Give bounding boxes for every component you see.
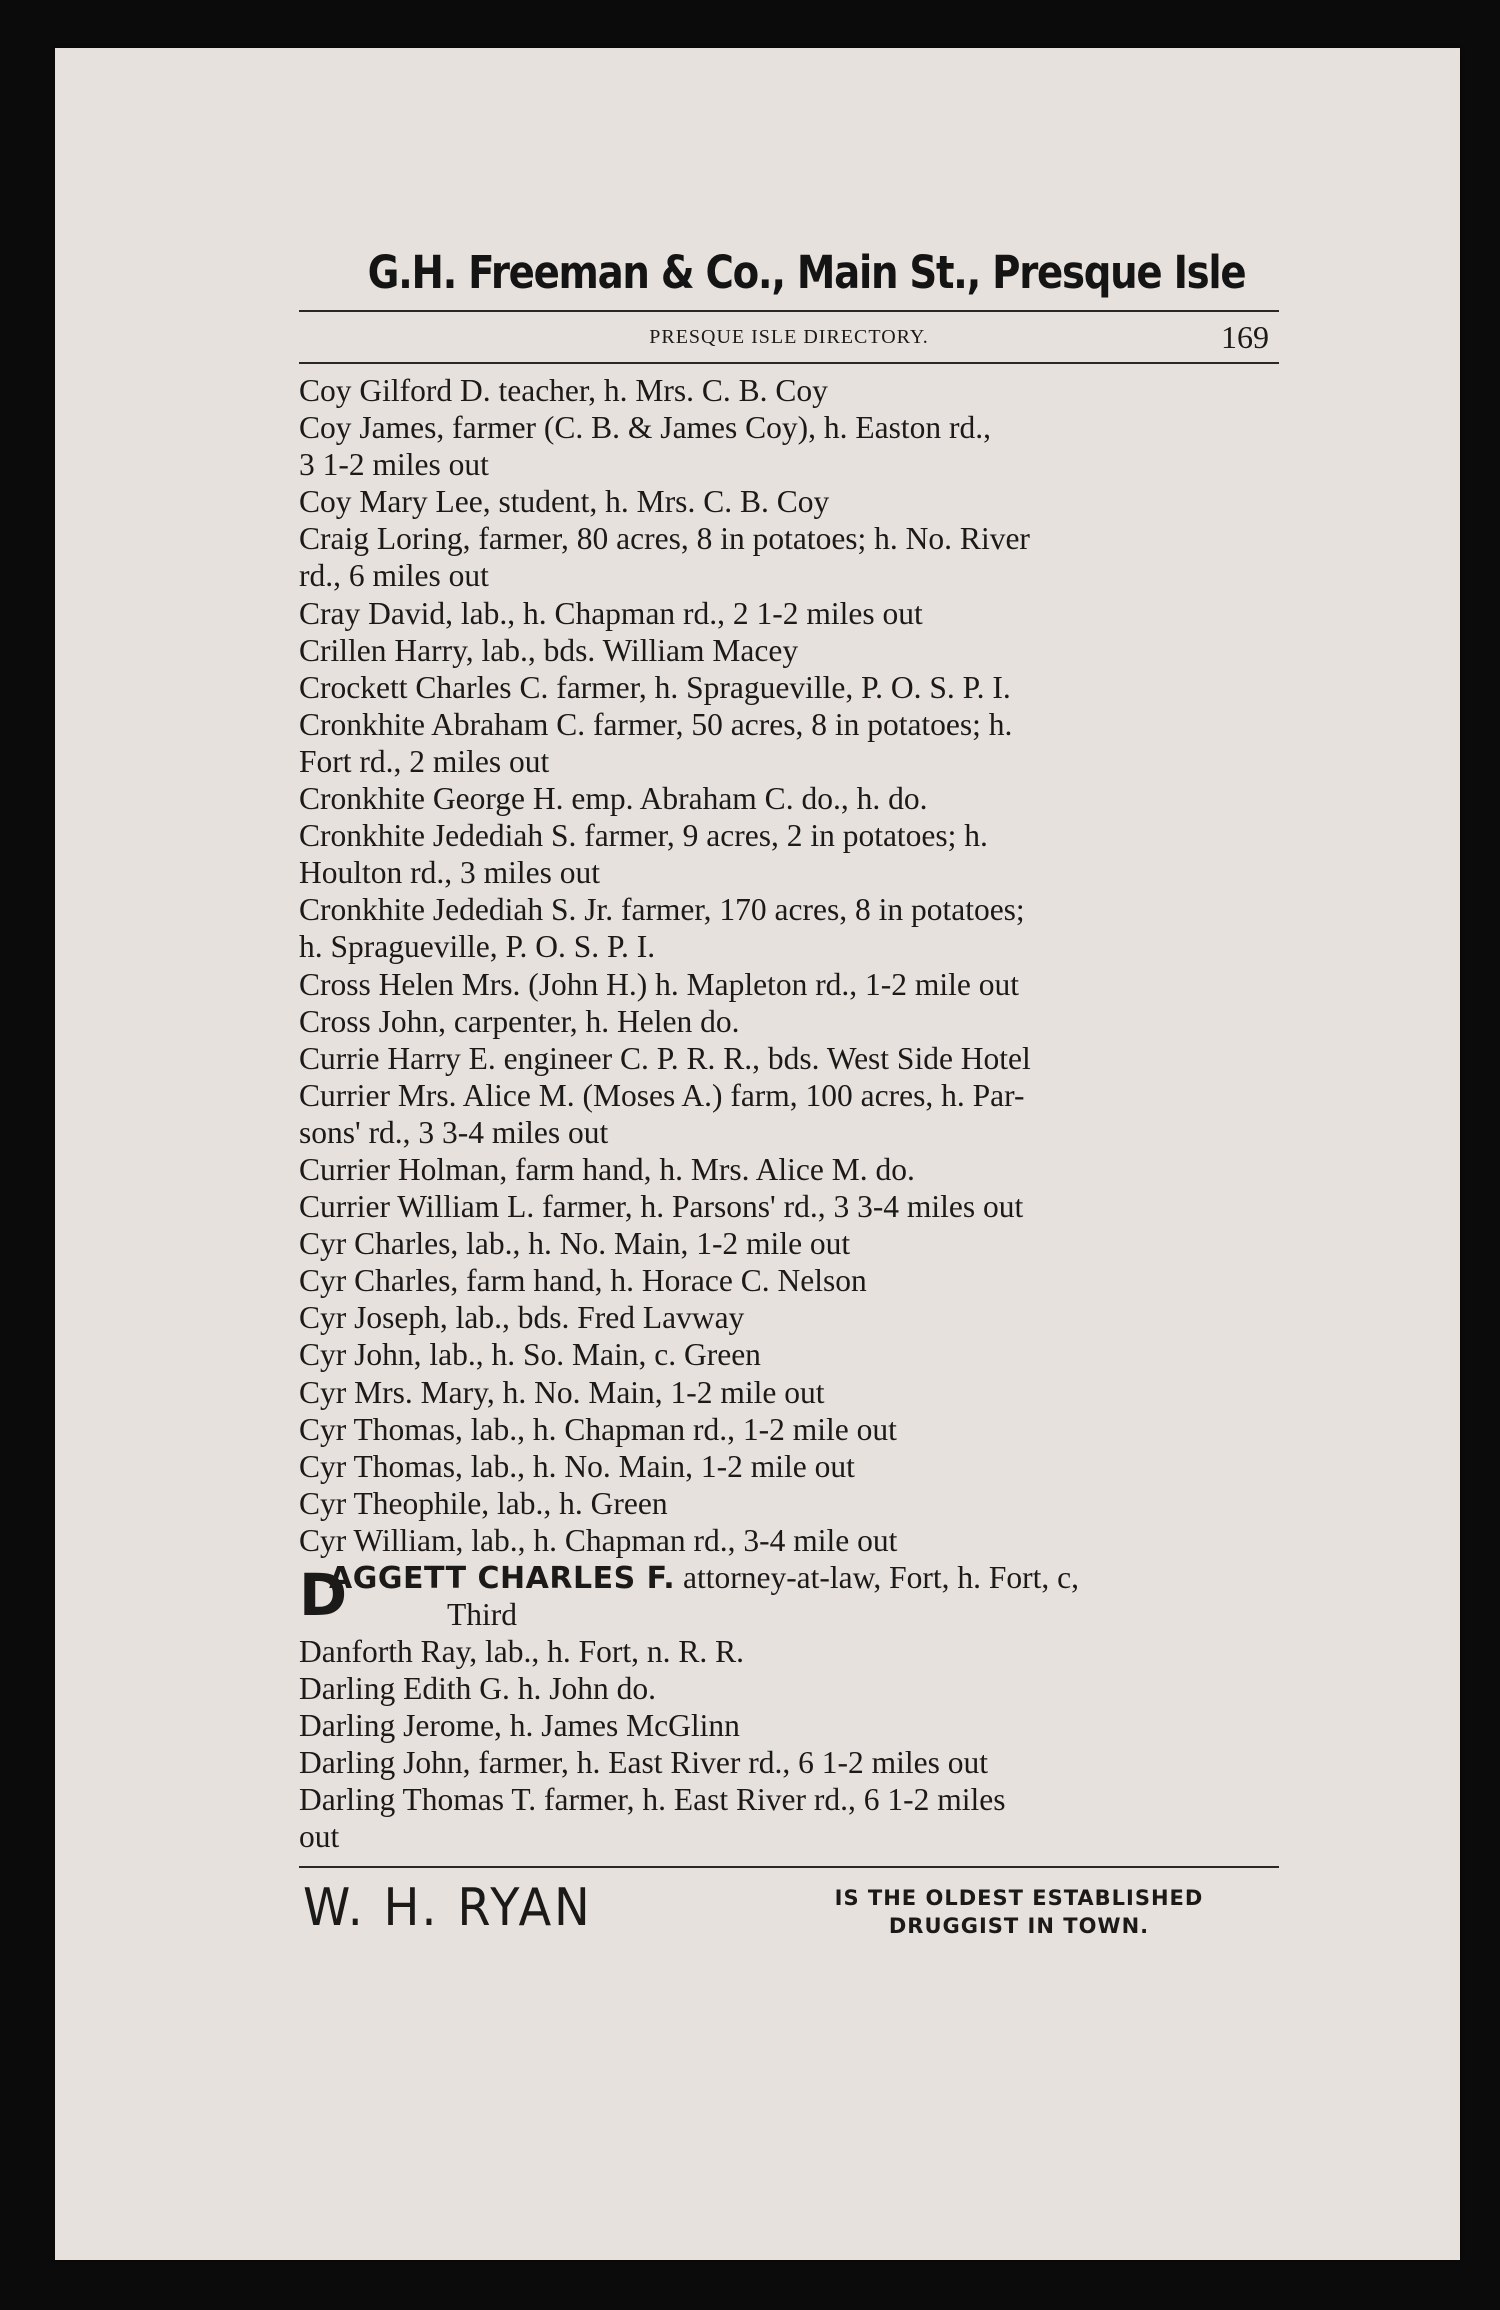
running-title: PRESQUE ISLE DIRECTORY. (649, 326, 929, 348)
directory-entry: Crillen Harry, lab., bds. William Macey (299, 632, 799, 668)
directory-entry: Cyr Theophile, lab., h. Green (299, 1485, 668, 1521)
drop-cap: D (299, 1561, 348, 1629)
directory-entry: Cyr William, lab., h. Chapman rd., 3-4 mile out (299, 1522, 898, 1558)
featured-details: attorney-at-law, Fort, h. Fort, c, (682, 1560, 1079, 1595)
directory-entry: Craig Loring, farmer, 80 acres, 8 in potatoes; h. No. River rd., 6 miles out (299, 521, 1030, 594)
featured-continuation: Third (447, 1597, 517, 1632)
directory-entry: Cyr Joseph, lab., bds. Fred Lavway (299, 1300, 745, 1336)
directory-entry: Cronkhite Abraham C. farmer, 50 acres, 8 in potatoes; h. Fort rd., 2 miles out (299, 706, 1013, 779)
page-content (299, 242, 1279, 1954)
directory-entry: Cyr Thomas, lab., h. Chapman rd., 1-2 mile out (299, 1411, 897, 1447)
directory-entry: Currie Harry E. engineer C. P. R. R., bds. West Side Hotel (299, 1040, 1031, 1076)
directory-entry: Crockett Charles C. farmer, h. Spragueville, P. O. S. P. I. (299, 669, 1011, 705)
directory-entry: Coy Gilford D. teacher, h. Mrs. C. B. Coy (299, 373, 828, 408)
directory-entry: Darling Jerome, h. James McGlinn (299, 1708, 740, 1744)
directory-page (55, 48, 1460, 2260)
directory-entry: Cronkhite George H. emp. Abraham C. do., h. do. (299, 781, 928, 817)
running-head-rule (299, 362, 1279, 364)
footer-rule (299, 1866, 1279, 1868)
running-head (299, 312, 1279, 362)
directory-entry: Cross John, carpenter, h. Helen do. (299, 1003, 740, 1039)
directory-entry: Cyr John, lab., h. So. Main, c. Green (299, 1337, 761, 1373)
masthead-advertisement: G.H. Freeman & Co., Main St., Presque Isle (367, 246, 1246, 299)
footer-brand: W. H. RYAN (303, 1877, 593, 1938)
directory-entry: Darling Thomas T. farmer, h. East River rd., 6 1-2 miles out (299, 1782, 1006, 1855)
directory-entry: Coy James, farmer (C. B. & James Coy), h. Easton rd., 3 1-2 miles out (299, 410, 992, 483)
directory-entry: Cyr Charles, lab., h. No. Main, 1-2 mile out (299, 1226, 851, 1262)
directory-entries (299, 372, 1279, 1856)
directory-entry: Darling John, farmer, h. East River rd., 6 1-2 miles out (299, 1745, 988, 1781)
footer-advertisement (299, 1874, 1279, 1954)
directory-entry: Cross Helen Mrs. (John H.) h. Mapleton rd., 1-2 mile out (299, 966, 1020, 1002)
footer-tagline: IS THE OLDEST ESTABLISHED DRUGGIST IN TOWN. (834, 1885, 1204, 1938)
directory-entry: Currier Mrs. Alice M. (Moses A.) farm, 100 acres, h. Par- sons' rd., 3 3-4 miles out (299, 1077, 1025, 1150)
directory-entry: Cray David, lab., h. Chapman rd., 2 1-2 miles out (299, 595, 923, 631)
featured-name: AGGETT CHARLES F. (329, 1561, 676, 1596)
directory-entry: Currier William L. farmer, h. Parsons' rd., 3 3-4 miles out (299, 1189, 1024, 1225)
directory-entry: Danforth Ray, lab., h. Fort, n. R. R. (299, 1634, 745, 1669)
featured-entry-daggett (299, 1559, 1279, 1633)
directory-entry: Cronkhite Jedediah S. Jr. farmer, 170 acres, 8 in potatoes; h. Spragueville, P. O. S. P. I. (299, 892, 1025, 965)
directory-entry: Cyr Thomas, lab., h. No. Main, 1-2 mile out (299, 1448, 855, 1484)
directory-entry: Currier Holman, farm hand, h. Mrs. Alice M. do. (299, 1151, 915, 1187)
page-number: 169 (1221, 319, 1269, 355)
directory-entry: Darling Edith G. h. John do. (299, 1671, 656, 1707)
directory-entry: Cyr Charles, farm hand, h. Horace C. Nelson (299, 1263, 867, 1299)
directory-entry: Cronkhite Jedediah S. farmer, 9 acres, 2 in potatoes; h. Houlton rd., 3 miles out (299, 818, 988, 891)
directory-entry: Coy Mary Lee, student, h. Mrs. C. B. Coy (299, 484, 830, 520)
directory-entry: Cyr Mrs. Mary, h. No. Main, 1-2 mile out (299, 1374, 825, 1410)
